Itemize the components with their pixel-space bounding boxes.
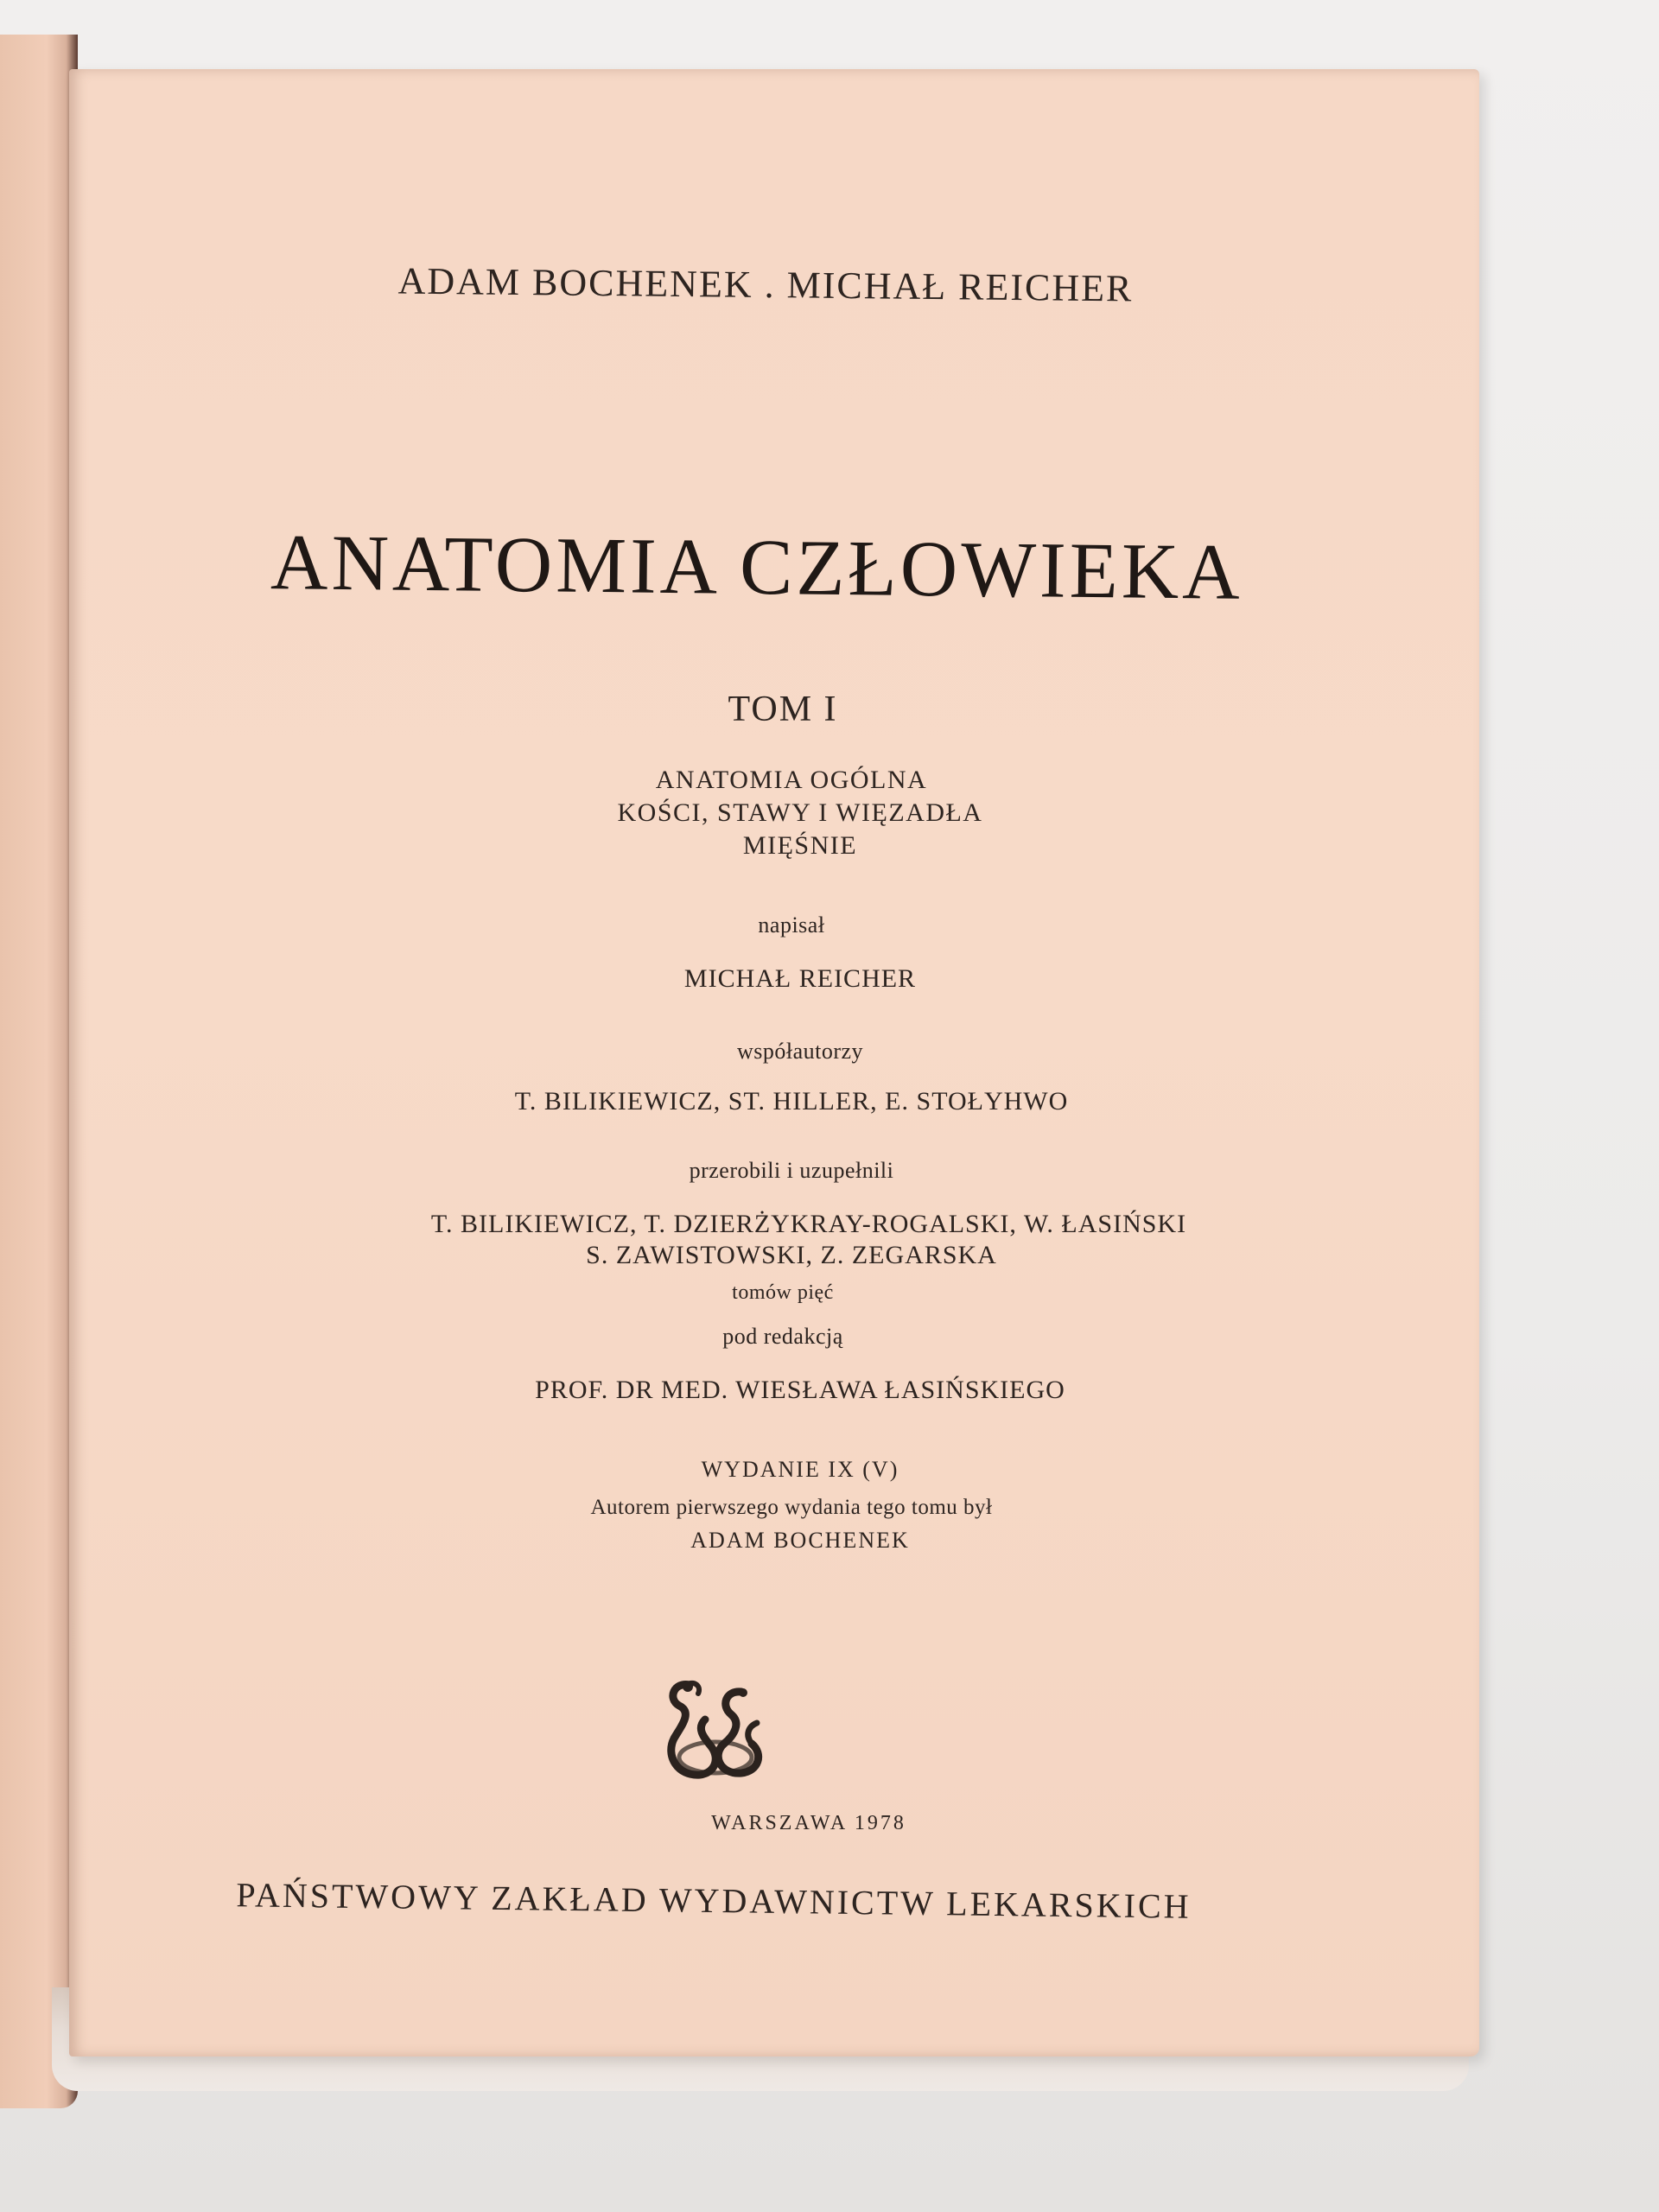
city-year: WARSZAWA 1978: [711, 1812, 906, 1834]
editor-name: PROF. DR MED. WIESŁAWA ŁASIŃSKIEGO: [535, 1376, 1065, 1404]
edition: WYDANIE IX (V): [701, 1457, 899, 1482]
first-edition-note: Autorem pierwszego wydania tego tomu był: [590, 1496, 993, 1519]
volume-number: TOM I: [728, 690, 838, 729]
editor-label: pod redakcją: [722, 1324, 843, 1349]
title-page: [69, 69, 1479, 2056]
publisher-name: PAŃSTWOWY ZAKŁAD WYDAWNICTW LEKARSKICH: [236, 1875, 1192, 1926]
revised-label: przerobili i uzupełnili: [689, 1158, 894, 1183]
contents-line-2: KOŚCI, STAWY I WIĘZADŁA: [617, 798, 983, 827]
written-by-label: napisał: [758, 912, 825, 938]
written-by-author: MICHAŁ REICHER: [683, 964, 917, 993]
serpent-logo-icon: [655, 1675, 776, 1787]
coauthors-label: współautorzy: [736, 1039, 864, 1064]
first-edition-author: ADAM BOCHENEK: [690, 1528, 910, 1553]
revisers-line-1: T. BILIKIEWICZ, T. DZIERŻYKRAY-ROGALSKI, W. ŁASIŃSKI: [430, 1210, 1187, 1238]
contents-line-1: ANATOMIA OGÓLNA: [655, 766, 928, 794]
authors: ADAM BOCHENEK . MICHAŁ REICHER: [397, 259, 1134, 310]
volumes-note: tomów pięć: [732, 1281, 834, 1304]
book-title: ANATOMIA CZŁOWIEKA: [270, 518, 1244, 616]
coauthors: T. BILIKIEWICZ, ST. HILLER, E. STOŁYHWO: [514, 1087, 1069, 1116]
book-left-edge: [0, 35, 78, 2108]
revisers-line-2: S. ZAWISTOWSKI, Z. ZEGARSKA: [586, 1241, 997, 1269]
contents-line-3: MIĘŚNIE: [742, 831, 858, 860]
